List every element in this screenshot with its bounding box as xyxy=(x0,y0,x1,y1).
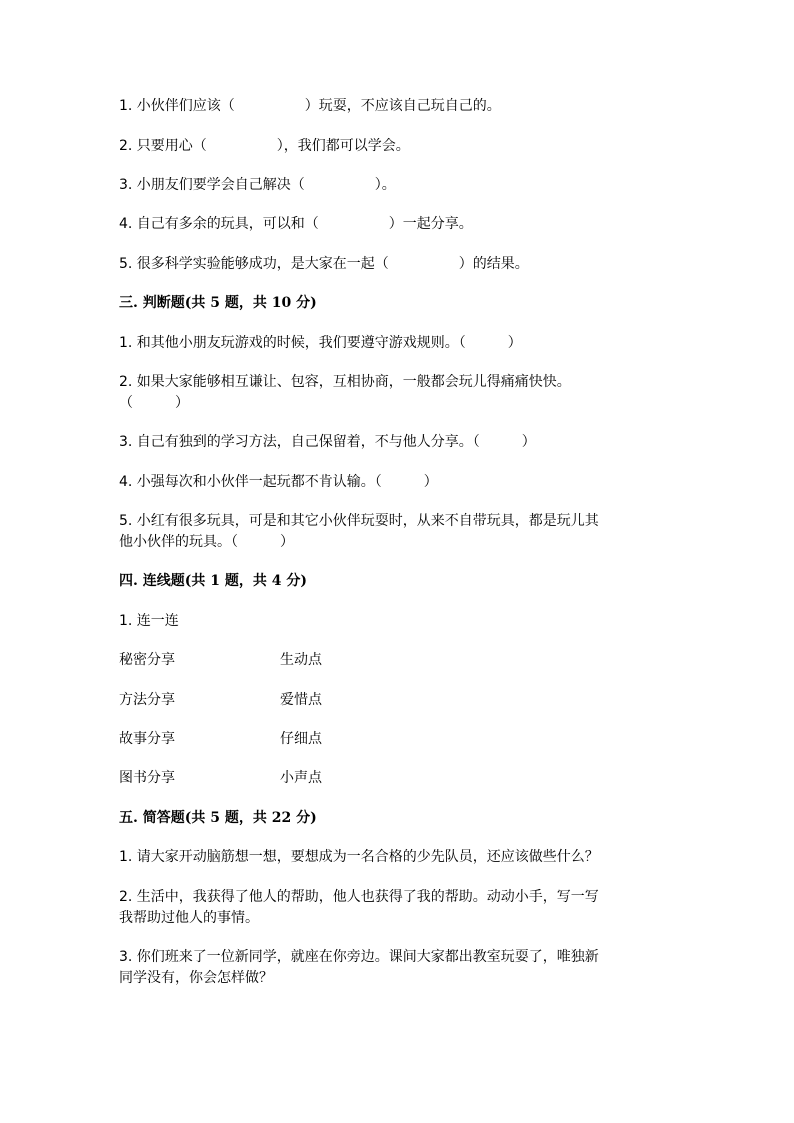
short-answer-question-3-line-2: 同学没有，你会怎样做？ xyxy=(119,970,273,986)
fill-blank-question-1: 1. 小伙伴们应该（ ）玩耍，不应该自己玩自己的。 xyxy=(119,98,501,114)
judgment-question-2-line-1: 2. 如果大家能够相互谦让、包容，互相协商，一般都会玩儿得痛痛快快。 xyxy=(119,374,571,390)
section-heading-short-answer: 五. 简答题(共 5 题，共 22 分) xyxy=(119,810,317,826)
judgment-question-3: 3. 自己有独到的学习方法，自己保留着，不与他人分享。（ ） xyxy=(119,434,536,450)
matching-question-1: 1. 连一连 xyxy=(119,613,179,629)
matching-left-item: 图书分享 xyxy=(119,770,175,786)
fill-blank-question-5: 5. 很多科学实验能够成功，是大家在一起（ ）的结果。 xyxy=(119,256,529,272)
judgment-question-5-line-2: 他小伙伴的玩具。（ ） xyxy=(119,534,294,550)
matching-left-item: 故事分享 xyxy=(119,731,175,747)
judgment-question-5-line-1: 5. 小红有很多玩具，可是和其它小伙伴玩耍时，从来不自带玩具，都是玩儿其 xyxy=(119,513,599,529)
judgment-question-2-line-2: （ ） xyxy=(119,395,189,411)
matching-right-item: 仔细点 xyxy=(280,731,322,747)
short-answer-question-2-line-2: 我帮助过他人的事情。 xyxy=(119,910,259,926)
matching-right-item: 生动点 xyxy=(280,652,322,668)
fill-blank-question-4: 4. 自己有多余的玩具，可以和（ ）一起分享。 xyxy=(119,216,473,232)
judgment-question-4: 4. 小强每次和小伙伴一起玩都不肯认输。（ ） xyxy=(119,474,438,490)
short-answer-question-3-line-1: 3. 你们班来了一位新同学，就座在你旁边。课间大家都出教室玩耍了，唯独新 xyxy=(119,949,599,965)
section-heading-matching: 四. 连线题(共 1 题，共 4 分) xyxy=(119,573,307,589)
matching-left-item: 秘密分享 xyxy=(119,652,175,668)
section-heading-judgment: 三. 判断题(共 5 题，共 10 分) xyxy=(119,295,317,311)
matching-right-item: 小声点 xyxy=(280,770,322,786)
short-answer-question-1: 1. 请大家开动脑筋想一想，要想成为一名合格的少先队员，还应该做些什么？ xyxy=(119,849,599,865)
matching-left-item: 方法分享 xyxy=(119,692,175,708)
matching-right-item: 爱惜点 xyxy=(280,692,322,708)
fill-blank-question-3: 3. 小朋友们要学会自己解决（ ）。 xyxy=(119,177,396,193)
fill-blank-question-2: 2. 只要用心（ ），我们都可以学会。 xyxy=(119,138,410,154)
judgment-question-1: 1. 和其他小朋友玩游戏的时候，我们要遵守游戏规则。（ ） xyxy=(119,335,522,351)
short-answer-question-2-line-1: 2. 生活中，我获得了他人的帮助，他人也获得了我的帮助。动动小手，写一写 xyxy=(119,889,599,905)
